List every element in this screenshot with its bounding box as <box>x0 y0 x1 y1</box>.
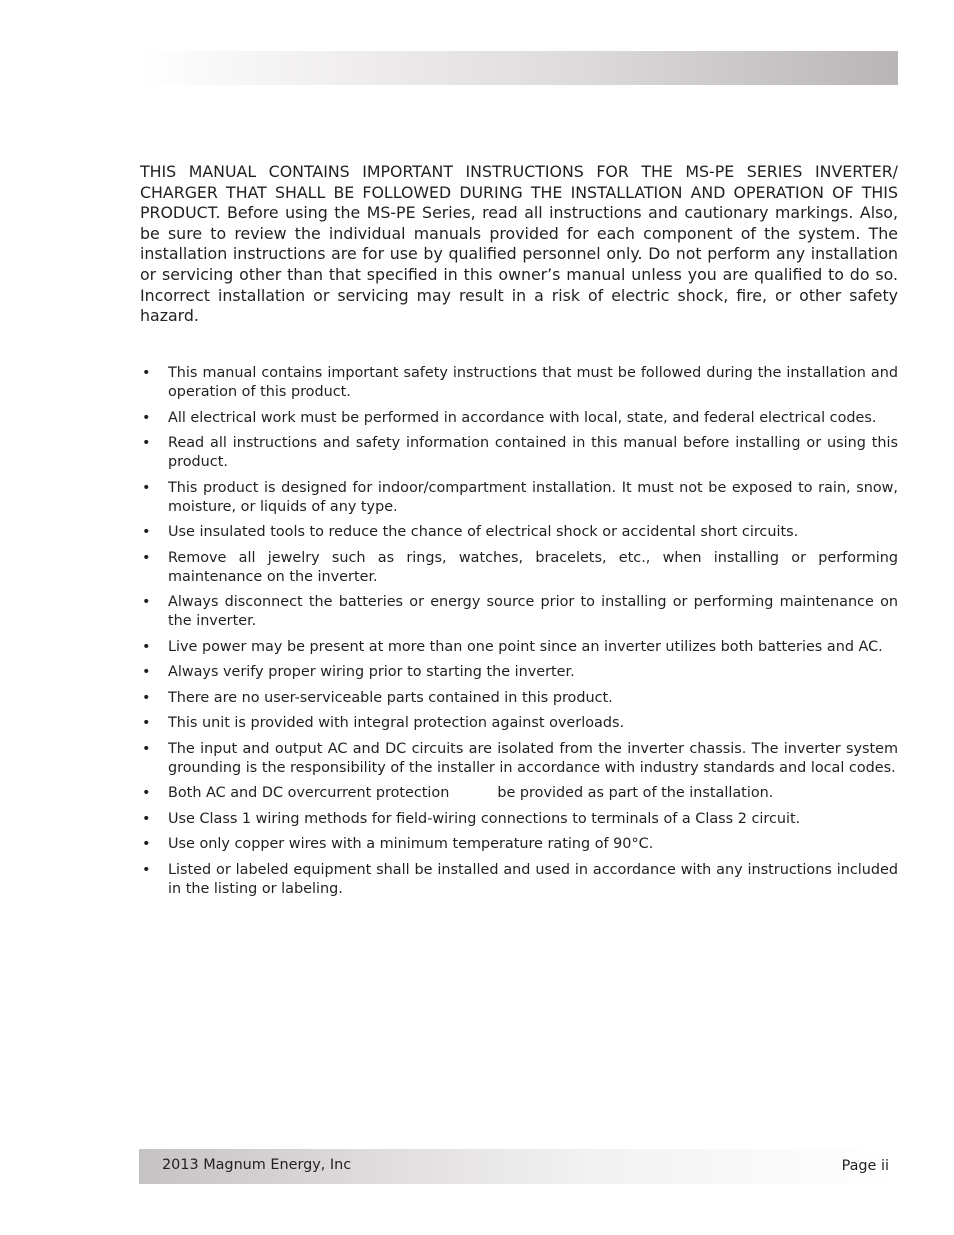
list-item <box>140 835 898 854</box>
bullet-icon: • <box>142 435 151 451</box>
footer-copyright: 2013 Magnum Energy, Inc <box>162 1157 352 1173</box>
bullet-icon: • <box>142 664 151 680</box>
list-item <box>140 549 898 587</box>
intro-paragraph: THIS MANUAL CONTAINS IMPORTANT INSTRUCTIONS FOR THE MS-PE SERIES INVERTER/ CHARGER THAT SHALL BE FOLLOWED DURING THE INSTALLATION AND OPERATION OF THIS PRODUCT. Before using the MS-PE Series, read all instructions and cautionary markings. Also, be sure to review the individual manuals provided for each component of the system. The installation instructions are for use by qualified personnel only. Do not perform any installation or servicing other than that specified in this owner’s manual unless you are qualified to do so. Incorrect installation or servicing may result in a risk of electric shock, fire, or other safety hazard. <box>140 162 898 326</box>
bullet-icon: • <box>142 861 151 878</box>
list-item <box>140 434 898 472</box>
list-item <box>140 784 898 803</box>
bullet-icon: • <box>142 785 151 801</box>
bullet-icon: • <box>142 479 151 496</box>
bullet-icon: • <box>142 715 151 731</box>
list-item-text: Remove all jewelry such as rings, watches, bracelets, etc., when installing or performing maintenance on the inverter. <box>168 549 898 585</box>
list-item-text: All electrical work must be performed in accordance with local, state, and federal electrical codes. <box>168 409 877 426</box>
list-item <box>140 740 898 778</box>
list-item-text: There are no user-serviceable parts contained in this product. <box>168 689 613 706</box>
bullet-icon: • <box>142 740 151 757</box>
overcurrent-text-after: be provided as part of the installation. <box>497 785 774 801</box>
list-item-text: Read all instructions and safety information contained in this manual before installing or using this product. <box>168 435 898 470</box>
list-item-text: This unit is provided with integral protection against overloads. <box>168 715 625 731</box>
list-item <box>140 638 898 657</box>
list-item <box>140 593 898 631</box>
bullet-icon: • <box>142 594 151 610</box>
bullet-icon: • <box>142 365 151 381</box>
safety-instructions-list <box>140 364 898 905</box>
overcurrent-text-before: Both AC and DC overcurrent protection <box>168 785 450 801</box>
list-item <box>140 714 898 733</box>
bullet-icon: • <box>142 689 151 706</box>
list-item-text: Live power may be present at more than one point since an inverter utilizes both batteries and AC. <box>168 638 883 655</box>
bullet-icon: • <box>142 836 151 852</box>
bullet-icon: • <box>142 638 151 655</box>
list-item <box>140 479 898 517</box>
list-item-text: This manual contains important safety instructions that must be followed during the installation and operation of this product. <box>168 365 898 400</box>
list-item-text: Listed or labeled equipment shall be installed and used in accordance with any instructions included in the listing or labeling. <box>168 861 898 897</box>
bullet-icon: • <box>142 549 151 566</box>
list-item <box>140 523 898 542</box>
list-item <box>140 689 898 708</box>
bullet-icon: • <box>142 409 151 426</box>
list-item-text: This product is designed for indoor/compartment installation. It must not be exposed to rain, snow, moisture, or liquids of any type. <box>168 479 898 515</box>
list-item-text: Use insulated tools to reduce the chance of electrical shock or accidental short circuits. <box>168 524 799 540</box>
list-item <box>140 663 898 682</box>
bullet-icon: • <box>142 524 151 540</box>
list-item-text: Use only copper wires with a minimum temperature rating of 90°C. <box>168 836 654 852</box>
list-item-text: Always disconnect the batteries or energy source prior to installing or performing maintenance on the inverter. <box>168 594 898 629</box>
header-band <box>139 51 898 85</box>
list-item <box>140 861 898 899</box>
list-item-text: Use Class 1 wiring methods for field-wiring connections to terminals of a Class 2 circuit. <box>168 810 801 827</box>
page-number: Page ii <box>841 1158 889 1174</box>
list-item <box>140 409 898 428</box>
list-item-text: The input and output AC and DC circuits are isolated from the inverter chassis. The inverter system grounding is the responsibility of the installer in accordance with industry standards and local codes. <box>168 740 898 776</box>
footer-band <box>139 1149 898 1184</box>
list-item <box>140 810 898 829</box>
list-item <box>140 364 898 402</box>
list-item-text: Always verify proper wiring prior to starting the inverter. <box>168 664 575 680</box>
bullet-icon: • <box>142 810 151 827</box>
